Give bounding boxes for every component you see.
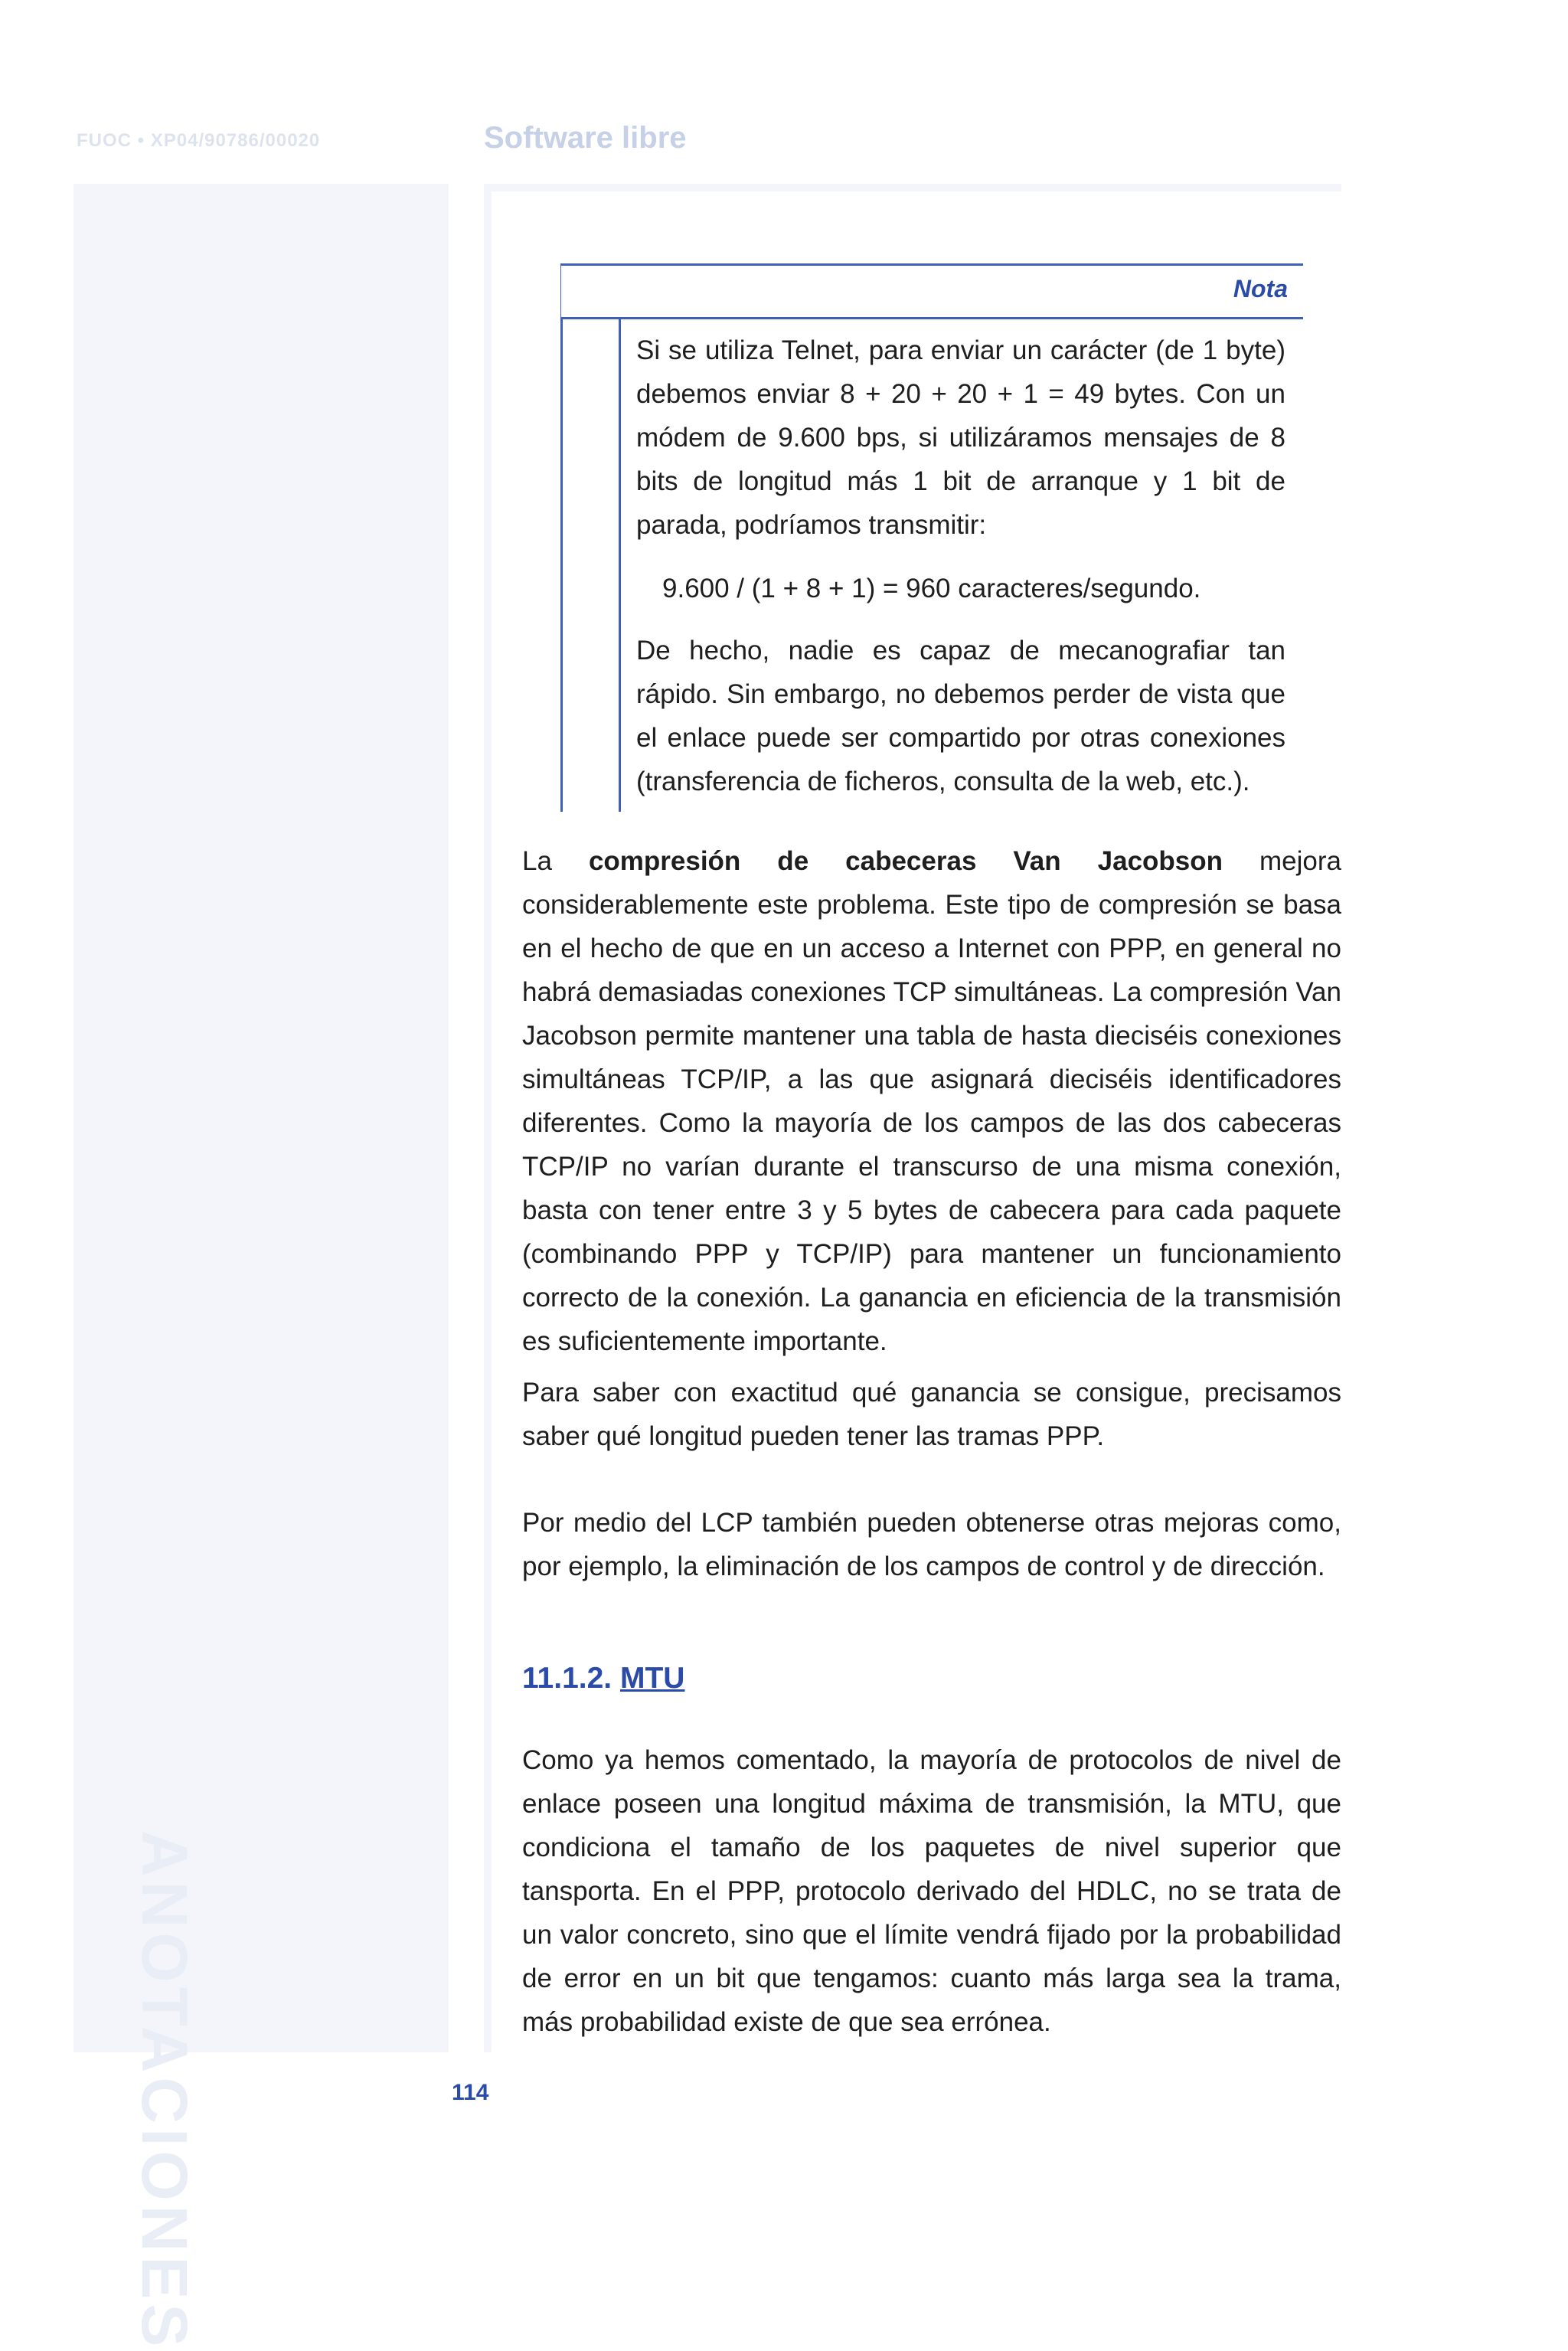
- note-body: [619, 319, 1308, 812]
- note-formula: 9.600 / (1 + 8 + 1) = 960 caracteres/segundo.: [662, 574, 1201, 603]
- note-paragraph-2: De hecho, nadie es capaz de mecanografiar tan rápido. Sin embargo, no debemos perder de vista que el enlace puede ser compartido por otras conexiones (transferencia de ficheros, consulta de la web, etc.).: [636, 636, 1285, 796]
- section-heading: [522, 1662, 684, 1695]
- annotations-label: ANOTACIONES: [129, 1830, 201, 2351]
- section-number: 11.1.2.: [522, 1662, 612, 1695]
- book-title: Software libre: [484, 121, 687, 155]
- note-header: [561, 266, 1303, 319]
- van-jacobson-term: compresión de cabeceras Van Jacobson: [588, 846, 1223, 876]
- paragraph-van-jacobson-post: mejora considerablemente este problema. Este tipo de compresión se basa en el hecho de que en un acceso a Internet con PPP, en general no habrá demasiadas conexiones TCP simultáneas. La compresión Van Jacobson permite mantener una tabla de hasta dieciséis conexiones simultáneas TCP/IP, a las que asignará dieciséis identificadores diferentes. Como la mayoría de los campos de las dos cabeceras TCP/IP no varían durante el transcurso de una misma conexión, basta con tener entre 3 y 5 bytes de cabecera para cada paquete (combinando PPP y TCP/IP) para mantener un funcionamiento correcto de la conexión. La ganancia en eficiencia de la transmisión es suficientemente importante.: [522, 846, 1342, 1356]
- paragraph-van-jacobson-pre: La: [522, 846, 589, 876]
- paragraph-lcp: Por medio del LCP también pueden obtenerse otras mejoras como, por ejemplo, la eliminación de los campos de control y de dirección.: [522, 1508, 1341, 1581]
- paragraph-ppp-frames: Para saber con exactitud qué ganancia se consigue, precisamos saber qué longitud pueden tener las tramas PPP.: [522, 1378, 1341, 1451]
- section-title-link[interactable]: MTU: [619, 1662, 685, 1695]
- page-number: 114: [452, 2080, 489, 2105]
- note-paragraph-1: Si se utiliza Telnet, para enviar un carácter (de 1 byte) debemos enviar 8 + 20 + 20 + 1 = 49 bytes. Con un módem de 9.600 bps, si utilizáramos mensajes de 8 bits de longitud más 1 bit de arranque y 1 bit de parada, podríamos transmitir:: [636, 335, 1285, 540]
- note-title: Nota: [1233, 275, 1288, 302]
- paragraph-van-jacobson: [522, 839, 1341, 1363]
- paragraph-mtu: Como ya hemos comentado, la mayoría de protocolos de nivel de enlace poseen una longitud máxima de transmisión, la MTU, que condiciona el tamaño de los paquetes de nivel superior que tansporta. En el PPP, protocolo derivado del HDLC, no se trata de un valor concreto, sino que el límite vendrá fijado por la probabilidad de error en un bit que tengamos: cuanto más larga sea la trama, más probabilidad existe de que sea errónea.: [522, 1745, 1341, 2037]
- document-reference: FUOC • XP04/90786/00020: [77, 130, 321, 151]
- annotations-sidebar: [74, 184, 449, 2351]
